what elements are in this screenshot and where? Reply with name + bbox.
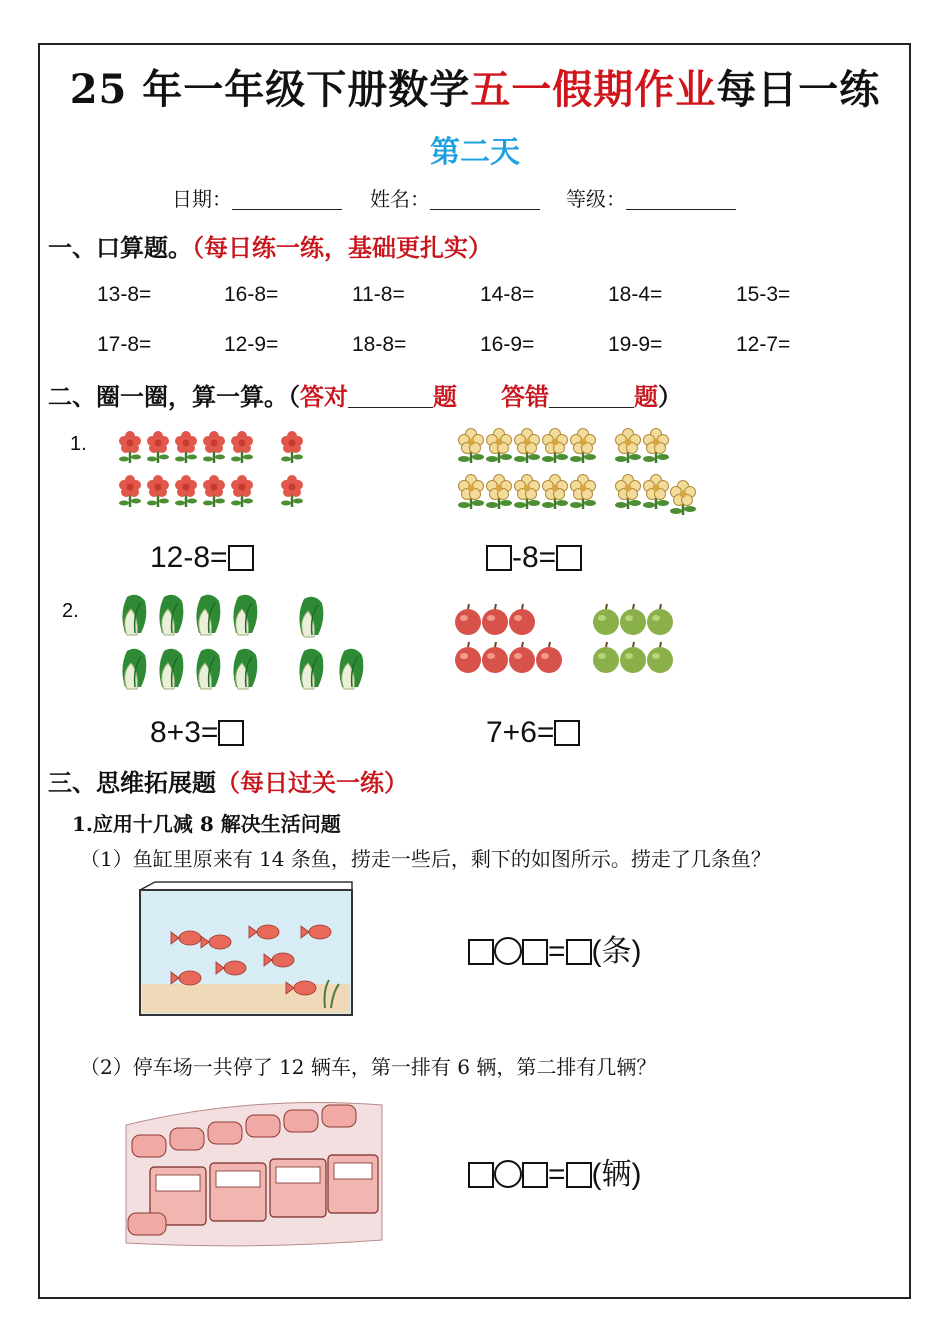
mental-math-item: 14-8= xyxy=(480,283,535,306)
parking-lot-illustration xyxy=(120,1095,390,1250)
equation-fish: = (条) xyxy=(468,926,642,970)
yellow-flowers-illustration xyxy=(455,422,700,520)
cabbage-illustration xyxy=(115,585,395,695)
section3-heading: 三、思维拓展题（每日过关一练） xyxy=(48,768,408,797)
operator-circle[interactable] xyxy=(494,1160,522,1188)
section1-heading: 一、口算题。（每日练一练，基础更扎实） xyxy=(48,233,492,262)
day-subtitle: 第二天 xyxy=(430,135,520,170)
question-cars: （2）停车场一共停了 12 辆车，第一排有 6 辆，第二排有几辆？ xyxy=(80,1055,657,1079)
equation-q2-cabbages: 8+3= xyxy=(150,716,244,750)
mental-math-item: 18-4= xyxy=(608,283,663,306)
answer-box[interactable] xyxy=(556,545,582,571)
answer-box[interactable] xyxy=(554,720,580,746)
mental-math-item: 12-9= xyxy=(224,333,279,356)
red-flowers-illustration xyxy=(115,425,315,520)
mental-math-item: 15-3= xyxy=(736,283,791,306)
answer-box[interactable] xyxy=(522,1162,548,1188)
equation-q2-apples: 7+6= xyxy=(486,716,580,750)
name-field[interactable]: 姓名： xyxy=(370,183,540,212)
answer-box[interactable] xyxy=(566,1162,592,1188)
section2-heading: 二、圈一圈，算一算。（答对 题 答错 题） xyxy=(48,382,682,411)
answer-box[interactable] xyxy=(468,1162,494,1188)
mental-math-item: 19-9= xyxy=(608,333,663,356)
mental-math-item: 13-8= xyxy=(97,283,152,306)
section3-subtitle: 1.应用十几减 8 解决生活问题 xyxy=(72,812,341,836)
answer-box[interactable] xyxy=(218,720,244,746)
question-number: 2. xyxy=(62,600,79,622)
answer-box[interactable] xyxy=(566,939,592,965)
answer-box[interactable] xyxy=(468,939,494,965)
equation-q1-yellow-flowers: -8= xyxy=(486,541,582,575)
page-title: 25 年一年级下册数学五一假期作业每日一练 xyxy=(69,66,881,113)
answer-box[interactable] xyxy=(522,939,548,965)
mental-math-item: 12-7= xyxy=(736,333,791,356)
date-field[interactable]: 日期： xyxy=(172,183,342,212)
operator-circle[interactable] xyxy=(494,937,522,965)
mental-math-item: 17-8= xyxy=(97,333,152,356)
fish-tank-illustration xyxy=(135,880,360,1020)
grade-field[interactable]: 等级： xyxy=(566,183,736,212)
mental-math-item: 16-8= xyxy=(224,283,279,306)
question-fish: （1）鱼缸里原来有 14 条鱼，捞走一些后，剩下的如图所示。捞走了几条鱼？ xyxy=(80,847,771,871)
mental-math-item: 16-9= xyxy=(480,333,535,356)
question-number: 1. xyxy=(70,433,87,455)
answer-box[interactable] xyxy=(486,545,512,571)
equation-cars: = (辆) xyxy=(468,1149,642,1193)
mental-math-item: 18-8= xyxy=(352,333,407,356)
mental-math-item: 11-8= xyxy=(352,283,405,306)
apples-illustration xyxy=(448,590,698,690)
equation-q1-red-flowers: 12-8= xyxy=(150,541,254,575)
answer-box[interactable] xyxy=(228,545,254,571)
